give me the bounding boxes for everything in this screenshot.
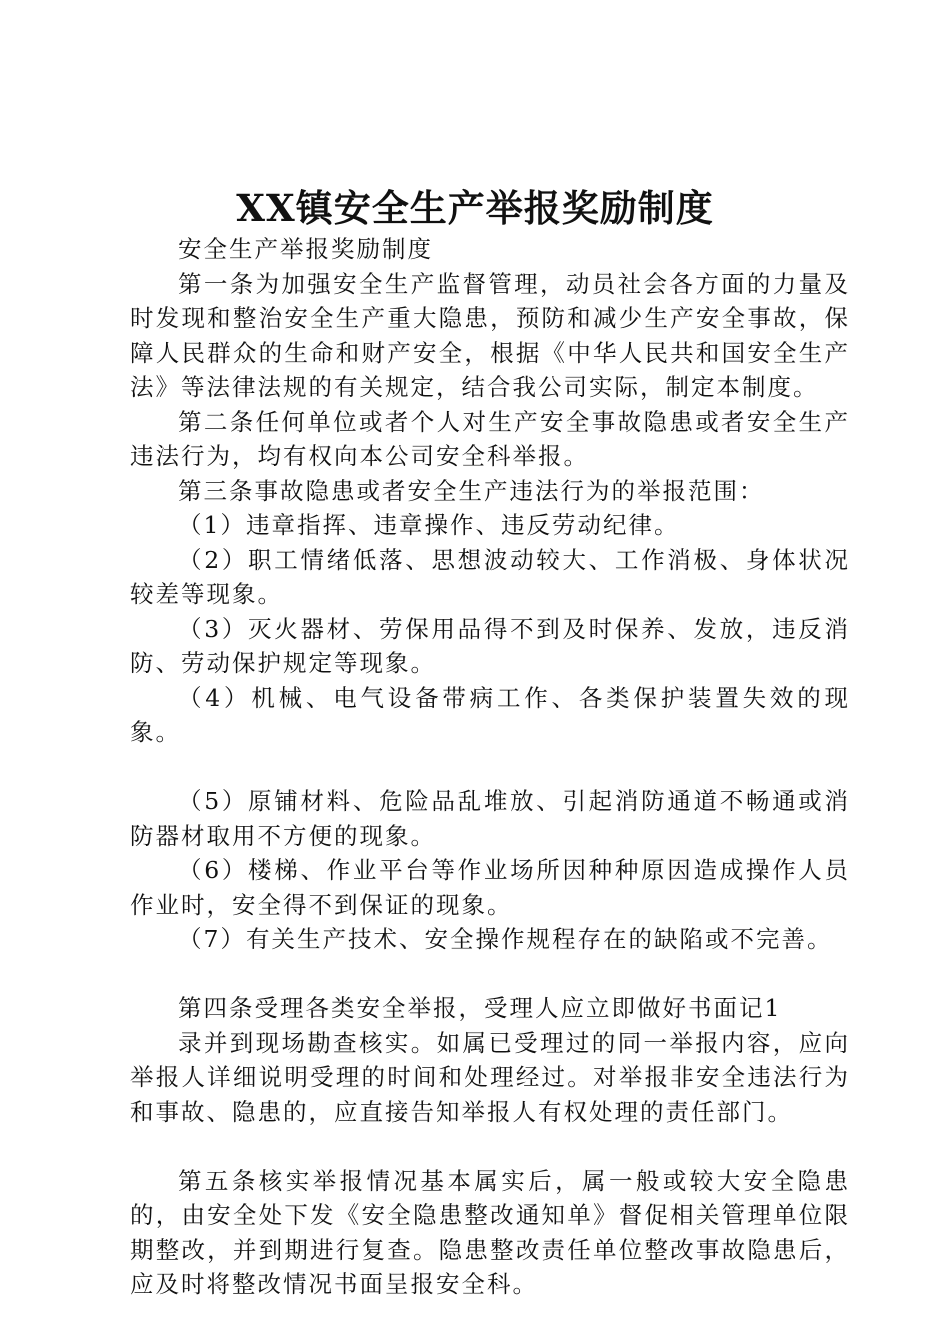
body-paragraph: 第五条核实举报情况基本属实后，属一般或较大安全隐患的，由安全处下发《安全隐患整改通知单》督促相关管理单位限期整改，并到期进行复查。隐患整改责任单位整改事故隐患后，应及时将整改情况书面呈报安全科。 — [130, 1166, 850, 1298]
body-paragraph: （1）违章指挥、违章操作、违反劳动纪律。 — [178, 511, 680, 539]
body-paragraph: （7）有关生产技术、安全操作规程存在的缺陷或不完善。 — [178, 925, 833, 953]
body-paragraph: 第一条为加强安全生产监督管理，动员社会各方面的力量及时发现和整治安全生产重大隐患，预防和减少生产安全事故，保障人民群众的生命和财产安全，根据《中华人民共和国安全生产法》等法律法规的有关规定，结合我公司实际，制定本制度。 — [130, 269, 850, 401]
body-paragraph: 第二条任何单位或者个人对生产安全事故隐患或者安全生产违法行为，均有权向本公司安全科举报。 — [130, 407, 850, 470]
body-paragraph: （5）原铺材料、危险品乱堆放、引起消防通道不畅通或消防器材取用不方便的现象。 — [130, 787, 850, 850]
body-paragraph: （4）机械、电气设备带病工作、各类保护装置失效的现象。 — [130, 683, 850, 746]
body-paragraph: 第三条事故隐患或者安全生产违法行为的举报范围： — [178, 476, 765, 505]
document-body — [130, 232, 850, 1302]
body-paragraph: 录并到现场勘查核实。如属已受理过的同一举报内容，应向举报人详细说明受理的时间和处理经过。对举报非安全违法行为和事故、隐患的，应直接告知举报人有权处理的责任部门。 — [130, 1028, 850, 1126]
document-title: XX镇安全生产举报奖励制度 — [236, 186, 714, 230]
body-paragraph: （2）职工情绪低落、思想波动较大、工作消极、身体状况较差等现象。 — [130, 545, 850, 608]
body-paragraph: 安全生产举报奖励制度 — [178, 235, 433, 263]
body-paragraph: （6）楼梯、作业平台等作业场所因种种原因造成操作人员作业时，安全得不到保证的现象。 — [130, 856, 850, 919]
body-paragraph: 第四条受理各类安全举报，受理人应立即做好书面记1 — [178, 994, 782, 1022]
body-paragraph: （3）灭火器材、劳保用品得不到及时保养、发放，违反消防、劳动保护规定等现象。 — [130, 614, 850, 677]
